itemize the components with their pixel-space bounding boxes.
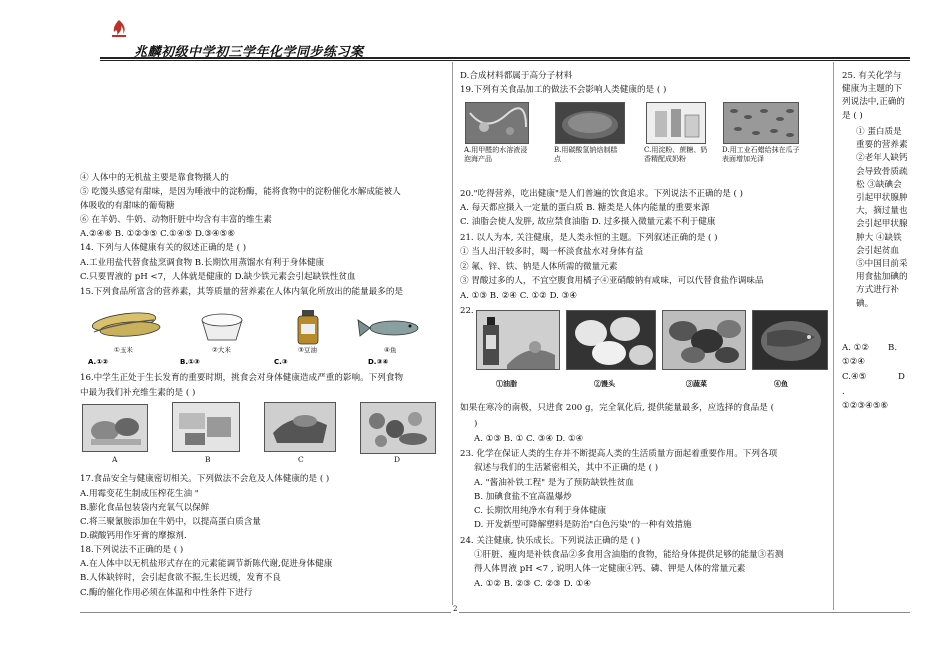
answer-options: A. ①③ B. ②④ C. ①② D. ③④ [460, 291, 578, 301]
question-21: 21. 以人为本, 关注健康，是人类永恒的主题。下列叙述正确的是 ( ) [460, 233, 718, 243]
q19-caption-c: C.用淀粉、蔗糖、奶香精配成奶粉 [644, 146, 708, 163]
text-line: ⑥ 在羊奶、牛奶、动物肝脏中均含有丰富的维生素 [80, 215, 272, 225]
question-24: 24. 关注健康, 快乐成长。下列说法正确的是 ( ) [460, 536, 641, 546]
text-line: B.人体缺锌时，会引起食欲不振,生长迟缓，发育不良 [80, 573, 281, 583]
text-line: ⑤ 吃馒头感觉有甜味，是因为唾液中的淀粉酶，能将食物中的淀粉催化水解成能被人 [80, 187, 401, 197]
answer-options: C.只要胃液的 pH <7，人体就是健康的 D.缺少铁元素会引起缺铁性贫血 [80, 272, 356, 282]
q16-image-a [82, 404, 148, 452]
q22-image-bun [566, 310, 656, 370]
q16-image-c [264, 402, 336, 452]
answer-options: C. 油脂会使人发胖, 故应禁食油脂 D. 过多摄入微量元素不利于健康 [460, 217, 716, 227]
q15-choice: B.①③ [180, 358, 200, 366]
answer-options: A. 每天都应摄入一定量的蛋白质 B. 糖类是人体内能量的重要来源 [460, 203, 710, 213]
text-line: C.酶的催化作用必须在体温和中性条件下进行 [80, 588, 253, 598]
q16-letter: D [394, 455, 401, 464]
fish-image [358, 320, 418, 336]
q19-caption-a: A.用甲醛的水溶液浸泡海产品 [464, 146, 528, 163]
q16-letter: C [298, 455, 304, 464]
text-line: 中最为我们补充维生素的是 ( ) [80, 388, 196, 398]
q16-letter: A [112, 455, 118, 464]
q15-choice: A.①② [88, 358, 109, 366]
q19-image-b [555, 102, 625, 144]
question-18: 18.下列说法不正确的是 ( ) [80, 545, 184, 555]
q16-image-b [172, 402, 240, 452]
q16-image-d [360, 402, 436, 454]
question-20: 20."吃得营养，吃出健康"是人们普遍的饮食追求。下列说法不正确的是 ( ) [460, 189, 743, 199]
answer-option-a: A. ①② [842, 343, 870, 353]
text-line: C.将三聚氰胺添加在牛奶中，以提高蛋白质含量 [80, 517, 261, 527]
answer-options: A.工业用盐代替食盐烹调食物 B.长期饮用蒸馏水有利于身体健康 [80, 258, 325, 268]
text-line: ① 当人出汗较多时，喝一杯淡食盐水对身体有益 [460, 247, 644, 257]
q22-image-fish [752, 310, 828, 370]
text-line: 得人体胃液 pH <7 , 说明人体一定健康④钙、磷、钾是人体的常量元素 [474, 564, 746, 574]
text-line: C. 长期饮用纯净水有利于身体健康 [474, 506, 607, 516]
question-14: 14. 下列与人体健康有关的叙述正确的是 ( ) [80, 243, 247, 253]
header-rule-thin [100, 60, 910, 61]
column-divider [833, 62, 834, 610]
q22-image-vegetables [662, 310, 746, 370]
rice-image [202, 314, 242, 340]
text-line: 体吸收的有甜味的葡萄糖 [80, 201, 175, 211]
text-line: A. "酱油补铁工程" 是为了预防缺铁性贫血 [474, 478, 634, 488]
question-15: 15.下列食品所富含的营养素，其等质量的营养素在人体内氧化所放出的能量最多的是 [80, 287, 404, 297]
text-line: B. 加碘食盐不宜高温爆炒 [474, 492, 572, 502]
text-line: D. 开发新型可降解塑料是防治"白色污染"的一种有效措施 [474, 520, 692, 530]
column-divider [452, 62, 453, 610]
text-line: ④ 人体中的无机盐主要是靠食物摄人的 [80, 173, 229, 183]
question-25: 25. 有关化学与健康为主题的下列说法中,正确的是 ( ) [842, 71, 905, 121]
answer-option-b-value: ①②④ [842, 357, 866, 367]
school-logo [108, 18, 130, 40]
header-title: 兆麟初级中学初三学年化学同步练习案 [134, 45, 364, 60]
text-line: ) [474, 419, 478, 429]
question-25-statements: ① 蛋白质是重要的营养素 ②老年人缺钙会导致骨质疏松 ③缺碘会引起甲状腺肿大，摘过量也会引起甲状腺肿大 ④缺铁会引起贫血 ⑤中国目前采用食盐加碘的方式进行补碘。 [856, 127, 908, 309]
answer-option-b: B. [888, 343, 898, 353]
answer-option-c: C.④⑤ [842, 372, 867, 382]
q19-caption-b: B.用碳酸氢钠焙制糕点 [554, 146, 618, 163]
answer-option-d-dot: . [842, 387, 845, 397]
text-line: 如果在寒冷的南极，只进食 200 g，完全氧化后, 提供能量最多，应选择的食品是 ( [460, 403, 774, 413]
q19-image-a [465, 102, 529, 144]
header-rule [100, 57, 910, 59]
q19-image-c [646, 102, 706, 144]
q15-item-label: ②大米 [212, 346, 231, 354]
answer-options: A. ①② B. ②③ C. ②③ D. ①④ [474, 579, 592, 589]
q19-caption-d: D.用工业石蜡给抹在瓜子表面增加光泽 [722, 146, 800, 163]
q22-image-oil [476, 310, 560, 370]
q22-caption: ④鱼 [774, 379, 788, 388]
q22-caption: ③蔬菜 [686, 379, 707, 388]
oil-bottle-image [298, 310, 318, 344]
question-23: 23. 化学在保证人类的生存并不断提高人类的生活质量方面起着重要作用。下列各项 [460, 449, 778, 459]
q15-picture-strip [84, 302, 434, 368]
text-line: D.合成材料都属于高分子材料 [460, 71, 573, 81]
answer-options: A. ①③ B. ① C. ③④ D. ①④ [474, 434, 584, 444]
answer-options: A.②④⑥ B. ①②③⑤ C.①④⑤ D.③④⑤⑥ [80, 229, 236, 239]
q15-choice: C.③ [274, 358, 288, 366]
q22-caption: ②馒头 [594, 379, 615, 388]
q16-letter: B [205, 455, 211, 464]
q15-item-label: ④鱼 [384, 346, 397, 354]
q19-image-d [723, 102, 799, 144]
question-16: 16.中学生正处于生长发育的重要时期，挑食会对身体健康造成严重的影响。下列食物 [80, 373, 404, 383]
page-number: 2 [453, 605, 458, 613]
question-17: 17.食品安全与健康密切相关。下列做法不会危及人体健康的是 ( ) [80, 474, 330, 484]
question-19: 19.下列有关食品加工的做法不会影响人类健康的是 ( ) [460, 85, 667, 95]
text-line: 叙述与我们的生活紧密相关，其中不正确的是 ( ) [474, 463, 659, 473]
text-line: D.碳酸钙用作牙膏的摩擦剂. [80, 531, 187, 541]
answer-option-d: D [898, 372, 905, 382]
question-22-label: 22. [460, 306, 474, 316]
text-line: ③ 胃酸过多的人，不宜空腹食用橘子④亚硝酸钠有咸味，可以代替食盐作调味品 [460, 276, 764, 286]
q22-caption: ①油脂 [496, 379, 517, 388]
text-line: A.在人体中以无机盐形式存在的元素能调节新陈代谢,促进身体健康 [80, 559, 333, 569]
text-line: B.膨化食品包装袋内充氧气以保鲜 [80, 503, 210, 513]
text-line: ② 氟、锌、铁、钠是人体所需的微量元素 [460, 262, 618, 272]
corn-image [91, 310, 160, 338]
q15-item-label: ③豆油 [298, 346, 317, 354]
text-line: ①肝脏、瘦肉是补铁食品②多食用含油脂的食物，能给身体提供足够的能量③若测 [474, 550, 784, 560]
text-line: A.用霉变花生制成压榨花生油 " [80, 489, 199, 499]
q15-choice: D.③④ [368, 358, 389, 366]
q15-item-label: ①玉米 [114, 346, 133, 354]
answer-option-d-value: ①②③④⑤⑥ [842, 401, 889, 411]
footer-rule [80, 612, 910, 613]
